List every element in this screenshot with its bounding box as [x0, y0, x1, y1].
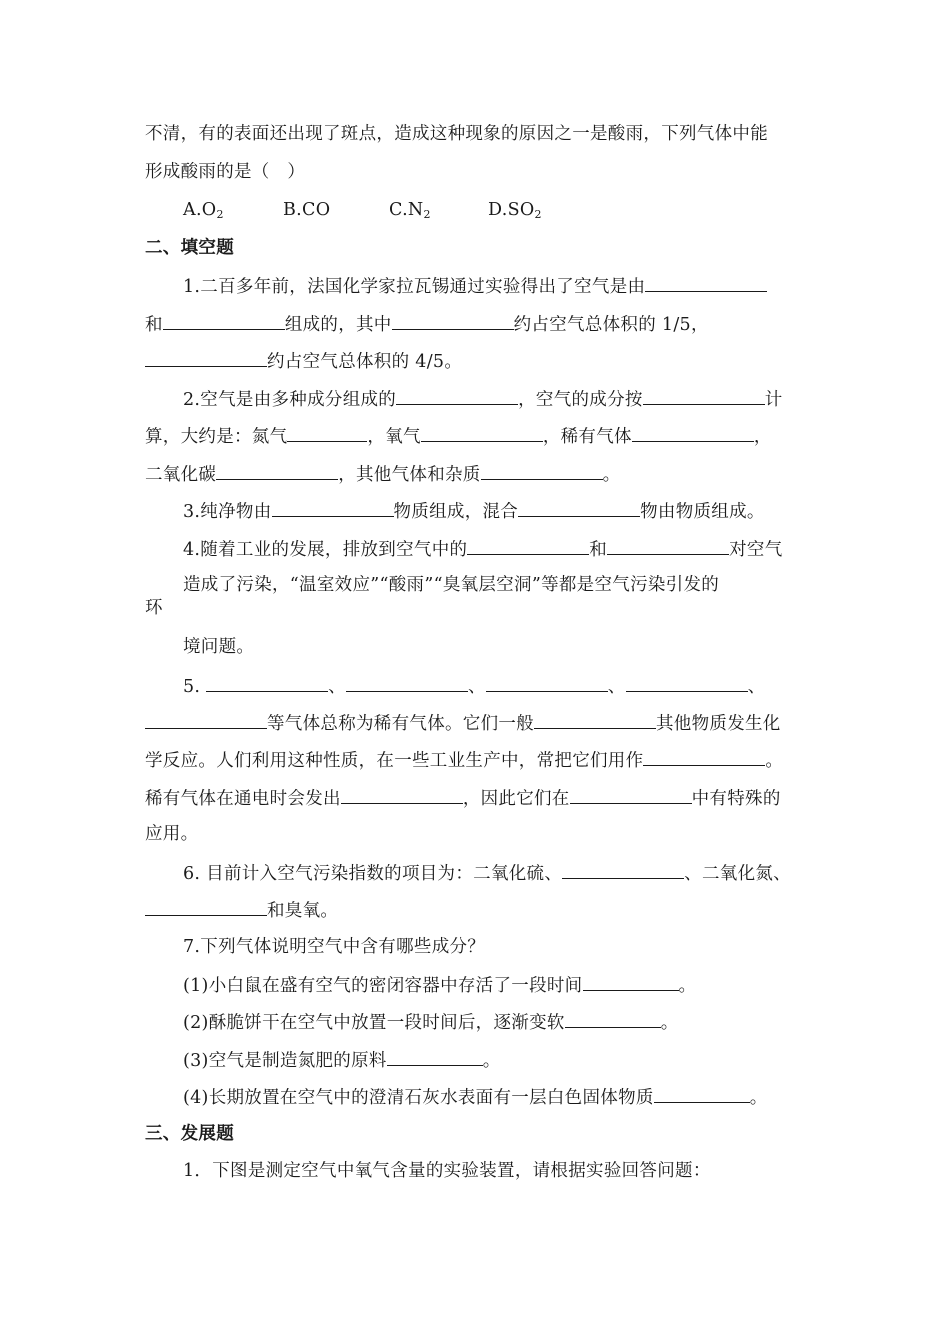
question-1-line: 1.二百多年前，法国化学家拉瓦锡通过实验得出了空气是由: [183, 273, 767, 299]
option-c: $C.N_2$: [389, 200, 431, 221]
answer-blank[interactable]: [341, 785, 463, 804]
text: 形成酸雨的是（ ）: [145, 162, 306, 182]
question-6-line: 和臭氧。: [145, 897, 338, 923]
question-7-title: 7.下列气体说明空气中含有哪些成分？: [183, 937, 486, 957]
answer-blank[interactable]: [163, 311, 285, 330]
question-4-line: 4.随着工业的发展，排放到空气中的 和 对空气: [183, 536, 783, 562]
question-4-line: 环: [145, 598, 163, 618]
answer-blank[interactable]: [145, 348, 267, 367]
answer-blank[interactable]: [570, 785, 692, 804]
answer-blank[interactable]: [565, 1009, 661, 1028]
question-2-line: 二氧化碳 ，其他气体和杂质 。: [145, 461, 620, 487]
development-question-line: 1．下图是测定空气中氧气含量的实验装置，请根据实验回答问题：: [183, 1161, 711, 1181]
text: 不清，有的表面还出现了斑点，造成这种现象的原因之一是酸雨，下列气体中能: [145, 124, 768, 144]
answer-blank[interactable]: [607, 536, 729, 555]
answer-blank[interactable]: [486, 673, 608, 692]
answer-blank[interactable]: [287, 423, 367, 442]
answer-blank[interactable]: [643, 386, 765, 405]
question-4-line: 境问题。: [183, 637, 255, 657]
answer-blank[interactable]: [387, 1047, 483, 1066]
question-5-line: 稀有气体在通电时会发出 ，因此它们在 中有特殊的: [145, 785, 781, 811]
question-5-line: 学反应。人们利用这种性质，在一些工业生产中，常把它们用作 。: [145, 747, 783, 773]
option-d: $D.SO_2$: [488, 200, 542, 221]
question-5-line: 等气体总称为稀有气体。它们一般 其他物质发生化: [145, 710, 781, 736]
answer-blank[interactable]: [145, 897, 267, 916]
question-2-line: 2.空气是由多种成分组成的 ，空气的成分按 计: [183, 386, 783, 412]
answer-blank[interactable]: [206, 673, 328, 692]
answer-blank[interactable]: [643, 747, 765, 766]
answer-blank[interactable]: [632, 423, 754, 442]
question-6-line: 6. 目前计入空气污染指数的项目为：二氧化硫、 、二氧化氮、: [183, 860, 791, 886]
question-text-line: [145, 122, 768, 146]
question-2-line: 算，大约是：氮气 ，氧气 ，稀有气体 ，: [145, 423, 772, 449]
answer-blank[interactable]: [392, 311, 514, 330]
answer-blank[interactable]: [654, 1084, 750, 1103]
question-3-line: 3.纯净物由 物质组成，混合 物由物质组成。: [183, 498, 765, 524]
question-7-item: (4)长期放置在空气中的澄清石灰水表面有一层白色固体物质 。: [183, 1084, 768, 1110]
question-7-item: (3)空气是制造氮肥的原料 。: [183, 1047, 501, 1073]
question-1-line: 约占空气总体积的 4/5。: [145, 348, 462, 374]
question-7-item: (1)小白鼠在盛有空气的密闭容器中存活了一段时间 。: [183, 972, 696, 998]
answer-blank[interactable]: [534, 710, 656, 729]
answer-blank[interactable]: [626, 673, 748, 692]
answer-blank[interactable]: [467, 536, 589, 555]
answer-blank[interactable]: [216, 461, 338, 480]
answer-blank[interactable]: [421, 423, 543, 442]
option-a: $A.O_2$: [183, 200, 224, 221]
answer-blank[interactable]: [346, 673, 468, 692]
question-5-line: 5. 、 、 、 、: [183, 673, 765, 699]
section-heading: 三、发展题: [145, 1124, 234, 1144]
option-b: B.CO: [283, 200, 331, 220]
answer-blank[interactable]: [396, 386, 518, 405]
question-1-line: 和 组成的，其中 约占空气总体积的 1/5，: [145, 311, 709, 337]
answer-blank[interactable]: [481, 461, 603, 480]
answer-blank[interactable]: [145, 710, 267, 729]
question-4-line: 造成了污染，“温室效应”“酸雨”“臭氧层空洞”等都是空气污染引发的: [183, 575, 720, 595]
answer-blank[interactable]: [583, 972, 679, 991]
question-7-item: (2)酥脆饼干在空气中放置一段时间后，逐渐变软 。: [183, 1009, 679, 1035]
answer-blank[interactable]: [518, 498, 640, 517]
question-5-line: 应用。: [145, 824, 199, 844]
answer-blank[interactable]: [645, 273, 767, 292]
question-text-line: [145, 160, 305, 184]
answer-blank[interactable]: [272, 498, 394, 517]
answer-blank[interactable]: [562, 860, 684, 879]
section-heading: 二、填空题: [145, 238, 234, 258]
options-line: [183, 198, 542, 227]
